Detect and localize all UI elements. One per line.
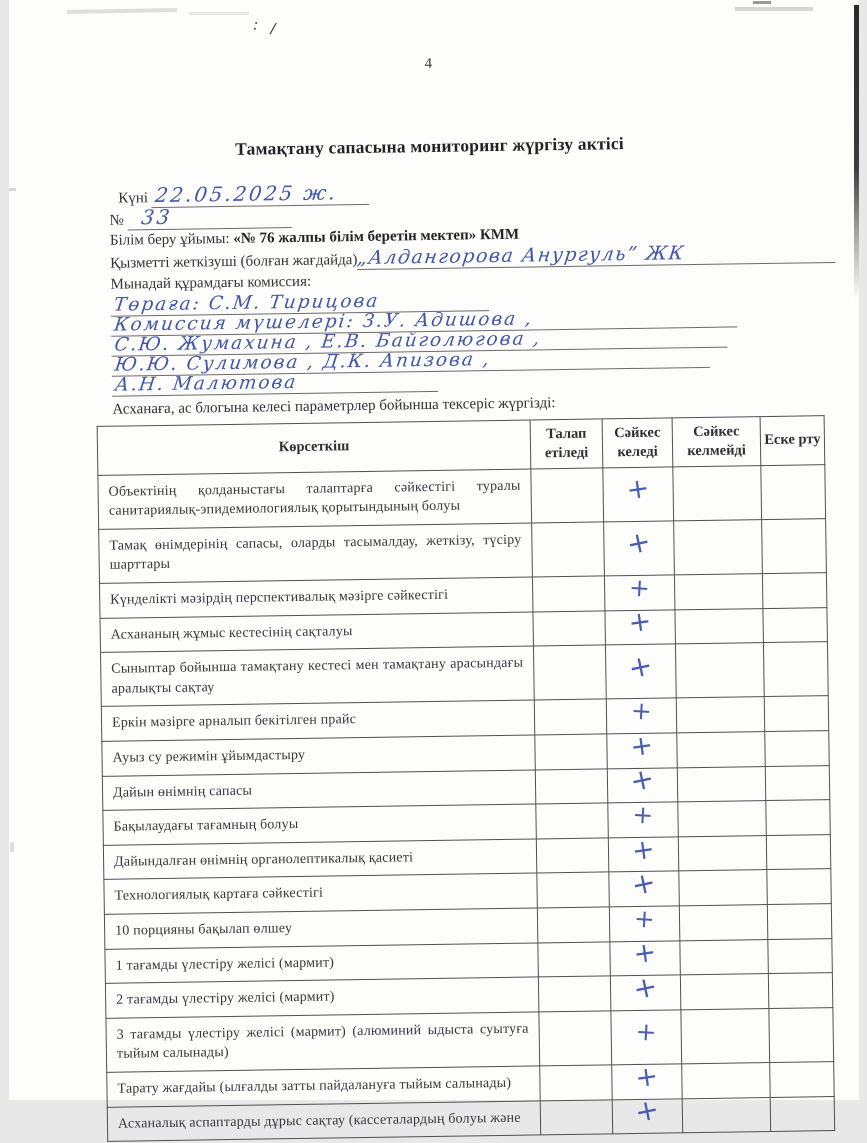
indicator-cell: 1 тағамды үлестіру желісі (мармит) xyxy=(104,943,537,984)
indicator-cell: Күнделікті мәзірдің перспективалық мәзірге сәйкестігі xyxy=(99,577,532,618)
check-mark: + xyxy=(634,1017,657,1048)
note-cell xyxy=(768,1007,833,1062)
conforms-cell xyxy=(609,906,680,942)
note-cell xyxy=(768,973,833,1009)
check-mark: + xyxy=(632,1060,660,1095)
col-header-required: Талап етіледі xyxy=(530,419,603,469)
required-cell xyxy=(535,803,608,839)
check-mark: + xyxy=(625,648,656,686)
indicator-cell: Бақылаудағы тағамның болуы xyxy=(102,804,535,845)
check-mark: + xyxy=(631,800,654,831)
conforms-cell xyxy=(610,1010,681,1065)
conforms-cell xyxy=(602,467,673,522)
document-content xyxy=(3,0,867,1143)
check-mark: + xyxy=(626,762,657,800)
indicator-cell: Дайындалған өнімнің органолептикалық қасиеті xyxy=(103,839,536,880)
required-cell xyxy=(538,976,611,1012)
commission-handwritten: Төраға: С.М. Тирицова xyxy=(112,290,381,316)
conforms-cell xyxy=(603,521,674,576)
not-conforms-cell xyxy=(680,974,769,1010)
required-cell xyxy=(536,838,609,874)
conforms-cell xyxy=(608,866,679,907)
check-mark: + xyxy=(629,833,657,867)
organization-value: «№ 76 жалпы білім беретін мектеп» КММ xyxy=(232,226,519,247)
scan-artifact-left-speck xyxy=(10,842,14,852)
not-conforms-cell xyxy=(677,801,766,837)
scanned-document xyxy=(9,0,859,1132)
required-cell xyxy=(536,872,609,908)
required-cell xyxy=(530,468,603,523)
note-cell xyxy=(770,1096,835,1132)
not-conforms-cell xyxy=(682,1097,771,1133)
commission-fill-line xyxy=(111,371,437,397)
required-cell xyxy=(531,522,604,577)
not-conforms-cell xyxy=(672,465,761,520)
document-sheet xyxy=(3,0,867,1132)
conforms-cell xyxy=(612,1093,683,1134)
indicator-cell: Тамақ өнімдерінің сапасы, оларды тасымалдау, жеткізу, түсіру шарттары xyxy=(98,523,532,584)
organization-label: Білім беру ұйымы: xyxy=(109,230,230,249)
indicator-cell: Еркін мәзірге арналып бекітілген прайс xyxy=(101,700,534,741)
note-cell xyxy=(765,765,830,801)
not-conforms-cell xyxy=(676,697,765,733)
number-value-handwritten: 33 xyxy=(139,204,174,230)
check-mark: + xyxy=(628,729,655,764)
check-mark: + xyxy=(629,969,660,1007)
number-label: № xyxy=(108,212,124,229)
date-fill-line xyxy=(151,180,369,208)
required-cell xyxy=(538,1011,611,1066)
commission-label: Мынадай құрамдағы комиссия: xyxy=(109,273,311,293)
not-conforms-cell xyxy=(673,519,762,574)
col-header-note: Еске рту xyxy=(760,416,825,466)
scan-artifact-pen-specks: : / xyxy=(250,15,281,39)
note-cell xyxy=(762,573,827,609)
date-value-handwritten: 22.05.2025 ж. xyxy=(153,180,340,208)
not-conforms-cell xyxy=(675,643,764,698)
note-cell xyxy=(763,642,828,697)
check-mark: + xyxy=(632,904,656,935)
not-conforms-cell xyxy=(681,1062,770,1098)
col-header-indicator: Көрсеткіш xyxy=(97,420,531,475)
inspection-table xyxy=(96,415,835,1142)
conforms-cell xyxy=(604,575,675,611)
commission-handwritten: Комиссия мүшелері: З.У. Адишова , xyxy=(112,308,534,336)
document-title: Тамақтану сапасына мониторинг жүргізу актісі xyxy=(234,133,624,159)
commission-handwritten: Ю.Ю. Сулимова , Д.К. Апизова , xyxy=(112,349,492,376)
required-cell xyxy=(534,699,607,735)
not-conforms-cell xyxy=(676,732,765,768)
commission-handwritten: С.Ю. Жумахина , Е.В. Байголюгова , xyxy=(112,328,543,356)
intro-text: Асханаға, ас блогына келесі параметрлер бойынша тексеріс жүргізді: xyxy=(111,395,556,418)
check-mark: + xyxy=(623,525,654,563)
indicator-cell: Сыныптар бойынша тамақтану кестесі мен тамақтану арасындағы аралықты сақтау xyxy=(100,646,534,707)
not-conforms-cell xyxy=(677,766,766,802)
note-cell xyxy=(761,519,826,574)
note-cell xyxy=(767,938,832,974)
check-mark: + xyxy=(627,573,651,604)
required-cell xyxy=(539,1065,612,1101)
indicator-cell: Технологиялық картаға сәйкестігі xyxy=(103,873,536,914)
conforms-cell xyxy=(607,762,678,803)
required-cell xyxy=(537,907,610,943)
col-header-conforms: Сәйкес келеді xyxy=(602,418,673,468)
not-conforms-cell xyxy=(679,905,768,941)
conforms-cell xyxy=(610,969,681,1011)
commission-handwritten: А.Н. Малютова xyxy=(113,371,299,396)
page-number: 4 xyxy=(423,55,432,73)
conforms-cell xyxy=(606,698,677,734)
conforms-cell xyxy=(604,605,675,646)
required-cell xyxy=(535,769,608,805)
indicator-cell: 3 тағамды үлестіру желісі (мармит) (алюминий ыдыста суытуға тыйым салынады) xyxy=(105,1012,539,1073)
indicator-cell: Асханалық аспаптарды дұрыс сақтау (кассеталардың болуы және xyxy=(107,1100,540,1141)
note-cell xyxy=(765,800,830,836)
conforms-cell xyxy=(605,644,676,699)
required-cell xyxy=(537,941,610,977)
provider-value-handwritten: „Алдангорова Анургуль” ЖК xyxy=(355,242,686,270)
note-cell xyxy=(760,464,825,519)
col-header-not-conforms: Сәйкес келмейді xyxy=(672,417,761,467)
not-conforms-cell xyxy=(678,835,767,871)
required-cell xyxy=(532,576,605,612)
check-mark: + xyxy=(624,472,651,507)
note-cell xyxy=(766,869,831,905)
indicator-cell: Тарату жағдайы (ылғалды затты пайдалануға тыйым салынады) xyxy=(106,1066,539,1107)
check-mark: + xyxy=(631,936,658,971)
note-cell xyxy=(762,607,827,643)
indicator-cell: 10 порцияны бақылап өлшеу xyxy=(104,908,537,949)
indicator-cell: 2 тағамды үлестіру желісі (мармит) xyxy=(105,977,538,1018)
indicator-cell: Дайын өнімнің сапасы xyxy=(102,770,535,811)
note-cell xyxy=(767,904,832,940)
indicator-cell: Ауыз су режимін ұйымдастыру xyxy=(101,735,534,776)
indicator-cell: Асхананың жұмыс кестесінің сақталуы xyxy=(99,612,532,653)
required-cell xyxy=(540,1099,613,1135)
required-cell xyxy=(534,734,607,770)
provider-label: Қызметті жеткізуші (болған жағдайда) xyxy=(109,252,358,272)
note-cell xyxy=(764,731,829,767)
check-mark: + xyxy=(631,1093,662,1131)
not-conforms-cell xyxy=(674,574,763,610)
conforms-cell xyxy=(607,802,678,838)
not-conforms-cell xyxy=(679,939,768,975)
check-mark: + xyxy=(628,866,659,903)
not-conforms-cell xyxy=(680,1008,769,1063)
indicator-cell: Объектінің қолданыстағы талаптарға сәйкестігі туралы санитариялық-эпидемиологиялық қорытындының болуы xyxy=(97,469,531,530)
note-cell xyxy=(766,834,831,870)
required-cell xyxy=(533,645,606,700)
not-conforms-cell xyxy=(674,608,763,644)
number-fill-line xyxy=(127,204,291,230)
check-mark: + xyxy=(629,696,653,727)
date-label: Күні xyxy=(117,190,148,207)
check-mark: + xyxy=(626,605,653,640)
not-conforms-cell xyxy=(678,870,767,906)
note-cell xyxy=(764,696,829,732)
note-cell xyxy=(769,1062,834,1098)
required-cell xyxy=(532,611,605,647)
